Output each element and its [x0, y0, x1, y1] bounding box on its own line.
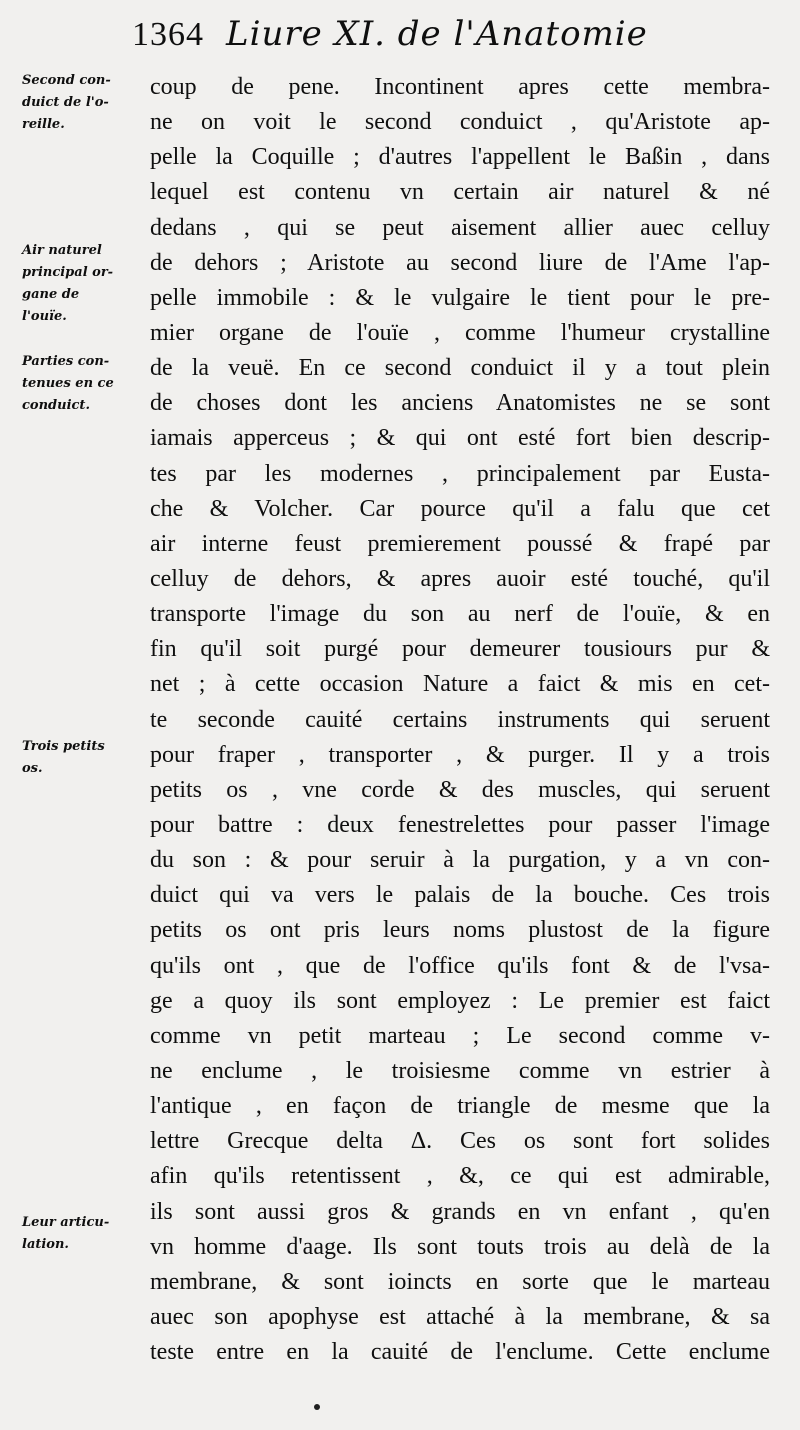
body-line: ne enclume , le troisiesme comme vn estrier à [150, 1057, 770, 1084]
body-line: petits os , vne corde & des muscles, qui seruent [150, 776, 770, 803]
body-line: afin qu'ils retentissent , &, ce qui est admirable, [150, 1163, 770, 1190]
body-line: iamais apperceus ; & qui ont esté fort bien descrip- [150, 425, 770, 452]
bottom-ink-mark [314, 1404, 320, 1410]
body-line: net ; à cette occasion Nature a faict & mis en cet- [150, 671, 770, 698]
body-line: tes par les modernes , principalement par Eusta- [150, 460, 770, 487]
page-header [132, 14, 782, 66]
body-line: lequel est contenu vn certain air naturel & né [150, 179, 770, 206]
body-line: auec son apophyse est attaché à la membrane, & sa [150, 1303, 770, 1330]
body-line: lettre Grecque delta Δ. Ces os sont fort solides [150, 1128, 770, 1155]
body-line: comme vn petit marteau ; Le second comme v- [150, 1022, 770, 1049]
running-head: Liure XI. de l'Anatomie [226, 14, 648, 54]
body-line: de la veuë. En ce second conduict il y a tout plein [150, 355, 770, 382]
body-line: petits os ont pris leurs noms plustost de la figure [150, 917, 770, 944]
body-line: de choses dont les anciens Anatomistes ne se sont [150, 390, 770, 417]
body-line: mier organe de l'ouïe , comme l'humeur crystalline [150, 319, 770, 346]
body-line: du son : & pour seruir à la purgation, y a vn con- [150, 847, 770, 874]
body-line: coup de pene. Incontinent apres cette membra- [150, 74, 770, 100]
body-line: transporte l'image du son au nerf de l'ouïe, & en [150, 601, 770, 628]
body-line: air interne feust premierement poussé & frapé par [150, 530, 770, 557]
body-line: membrane, & sont ioincts en sorte que le marteau [150, 1268, 770, 1295]
margin-note-second-conduict: Second con- duict de l'o- reille. [22, 73, 111, 132]
body-line: pelle la Coquille ; d'autres l'appellent le Baßin , dans [150, 144, 770, 171]
body-line: qu'ils ont , que de l'office qu'ils font & de l'vsa- [150, 952, 770, 979]
body-line: dedans , qui se peut aisement allier auec celluy [150, 214, 770, 241]
body-line: pour fraper , transporter , & purger. Il y a trois [150, 741, 770, 768]
body-line: ge a quoy ils sont employez : Le premier est faict [150, 987, 770, 1014]
body-line: che & Volcher. Car pource qu'il a falu que cet [150, 495, 770, 522]
margin-note-parties-contenues: Parties con- tenues en ce conduict. [22, 354, 114, 413]
body-line: duict qui va vers le palais de la bouche. Ces trois [150, 882, 770, 909]
body-line: l'antique , en façon de triangle de mesme que la [150, 1093, 770, 1120]
margin-notes [22, 70, 147, 1410]
margin-note-articulation: Leur articu- lation. [22, 1215, 110, 1252]
body-text [150, 70, 770, 1400]
margin-note-trois-petits-os: Trois petits os. [22, 739, 105, 776]
margin-note-air-naturel: Air naturel principal or- gane de l'ouïe. [22, 243, 114, 324]
body-line: vn homme d'aage. Ils sont touts trois au delà de la [150, 1233, 770, 1260]
body-line: ne on voit le second conduict , qu'Aristote ap- [150, 109, 770, 136]
body-line: pelle immobile : & le vulgaire le tient pour le pre- [150, 284, 770, 311]
body-line: teste entre en la cauité de l'enclume. Cette enclume [150, 1339, 770, 1366]
body-line: pour battre : deux fenestrelettes pour passer l'image [150, 811, 770, 838]
body-line: ils sont aussi gros & grands en vn enfant , qu'en [150, 1198, 770, 1225]
page-number: 1364 [132, 16, 204, 53]
body-line: de dehors ; Aristote au second liure de l'Ame l'ap- [150, 249, 770, 276]
body-line: te seconde cauité certains instruments qui seruent [150, 706, 770, 733]
body-line: celluy de dehors, & apres auoir esté touché, qu'il [150, 565, 770, 592]
body-line: fin qu'il soit purgé pour demeurer tousiours pur & [150, 636, 770, 663]
